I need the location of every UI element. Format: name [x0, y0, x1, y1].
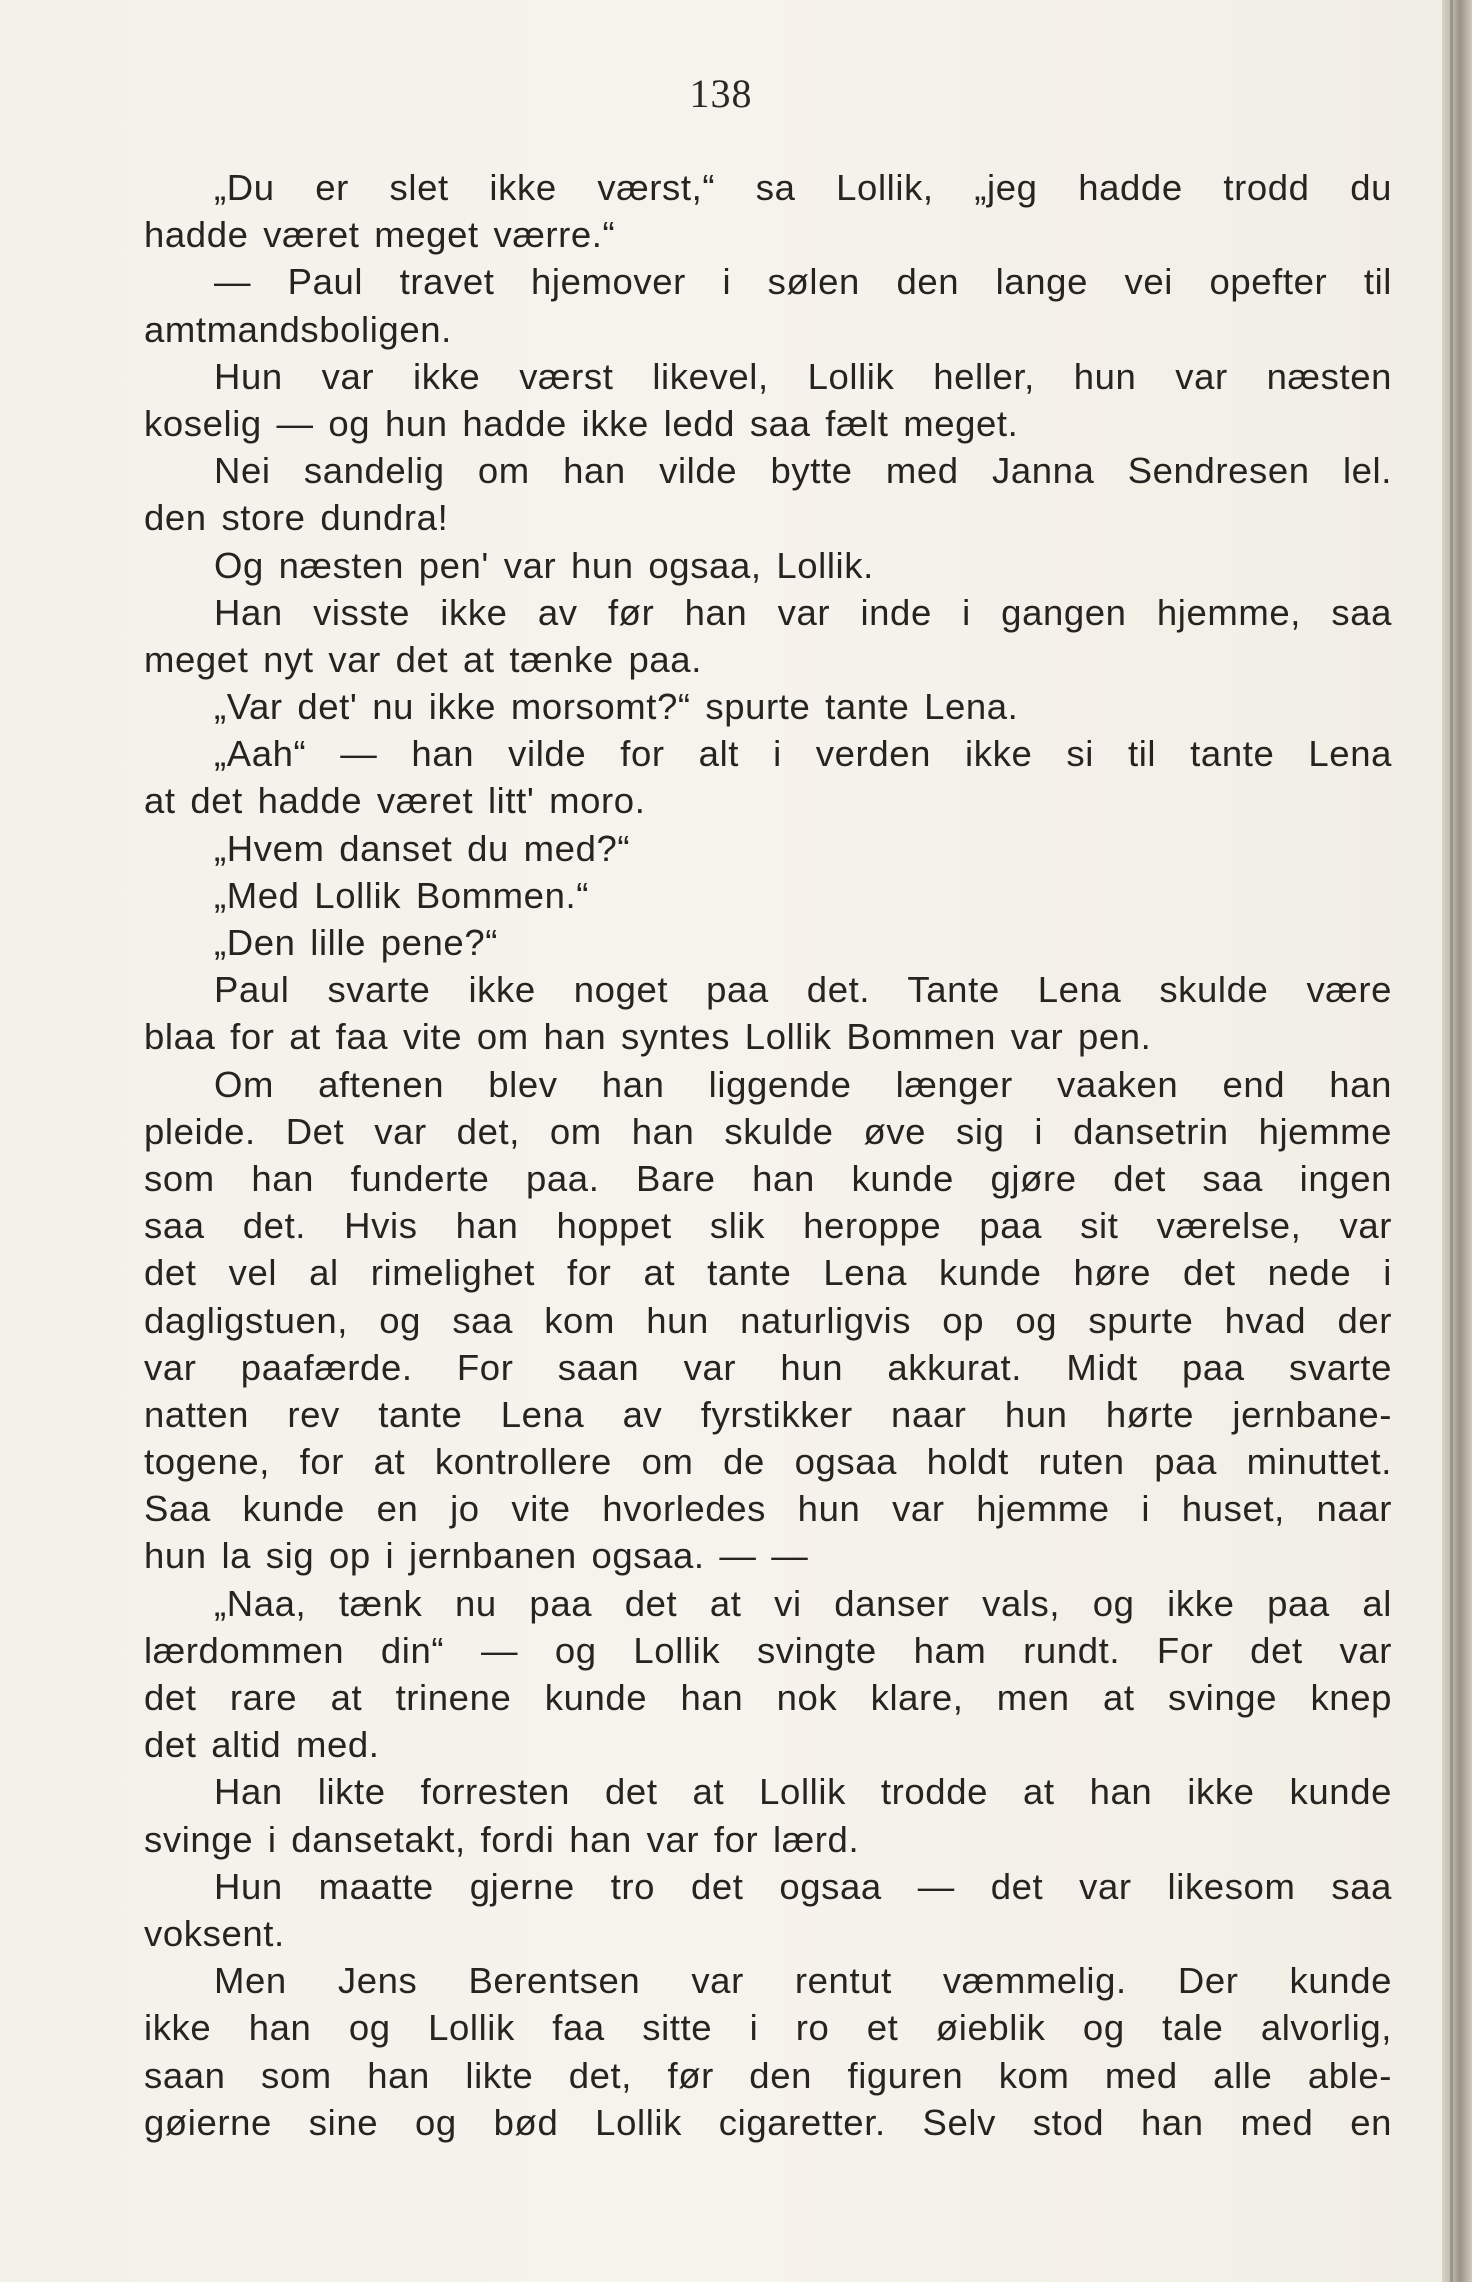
text-line: voksent.: [144, 1912, 285, 1954]
text-line: amtmandsboligen.: [144, 308, 452, 350]
page-number: 138: [689, 71, 753, 116]
page-text: [144, 164, 1392, 2146]
text-line: — Paul travet hjemover i sølen den lange vei opefter til: [214, 261, 1392, 303]
text-line: gøierne sine og bød Lollik cigaretter. Selv stod han med en: [144, 2101, 1392, 2143]
text-line: var paafærde. For saan var hun akkurat. Midt paa svarte: [144, 1346, 1392, 1388]
text-line: „Du er slet ikke værst,“ sa Lollik, „jeg hadde trodd du: [214, 167, 1392, 208]
text-line: dagligstuen, og saa kom hun naturligvis op og spurte hvad der: [144, 1299, 1392, 1341]
text-line: meget nyt var det at tænke paa.: [144, 638, 702, 680]
text-line: det altid med.: [144, 1724, 380, 1766]
text-line: koselig — og hun hadde ikke ledd saa fælt meget.: [144, 402, 1019, 444]
text-line: lærdommen din“ — og Lollik svingte ham rundt. For det var: [144, 1629, 1392, 1671]
text-line: den store dundra!: [144, 497, 449, 539]
text-line: Paul svarte ikke noget paa det. Tante Lena skulde være: [214, 969, 1392, 1011]
text-line: „Med Lollik Bommen.“: [214, 874, 589, 916]
text-line: „Var det' nu ikke morsomt?“ spurte tante Lena.: [214, 686, 1019, 728]
text-line: Men Jens Berentsen var rentut væmmelig. Der kunde: [214, 1960, 1392, 2002]
text-line: det vel al rimelighet for at tante Lena kunde høre det nede i: [144, 1252, 1392, 1294]
text-line: „Aah“ — han vilde for alt i verden ikke si til tante Lena: [214, 733, 1392, 775]
text-line: natten rev tante Lena av fyrstikker naar hun hørte jernbane-: [144, 1393, 1392, 1435]
text-line: det rare at trinene kunde han nok klare, men at svinge knep: [144, 1677, 1392, 1718]
text-line: som han funderte paa. Bare han kunde gjøre det saa ingen: [144, 1157, 1392, 1199]
text-line: togene, for at kontrollere om de ogsaa holdt ruten paa minuttet.: [144, 1441, 1392, 1483]
text-line: at det hadde været litt' moro.: [144, 780, 646, 822]
text-line: „Naa, tænk nu paa det at vi danser vals, og ikke paa al: [214, 1582, 1392, 1624]
text-line: „Hvem danset du med?“: [214, 827, 631, 869]
text-line: blaa for at faa vite om han syntes Lollik Bommen var pen.: [144, 1016, 1152, 1058]
text-line: hun la sig op i jernbanen ogsaa. — —: [144, 1535, 809, 1577]
text-line: Han visste ikke av før han var inde i gangen hjemme, saa: [214, 591, 1392, 633]
text-line: Saa kunde en jo vite hvorledes hun var hjemme i huset, naar: [144, 1488, 1392, 1530]
text-line: saan som han likte det, før den figuren kom med alle able-: [144, 2054, 1392, 2096]
page-edge: [1442, 0, 1472, 2282]
text-line: Han likte forresten det at Lollik trodde at han ikke kunde: [214, 1771, 1392, 1813]
text-line: Hun maatte gjerne tro det ogsaa — det var likesom saa: [214, 1865, 1392, 1907]
text-line: Nei sandelig om han vilde bytte med Janna Sendresen lel.: [214, 450, 1392, 492]
text-line: hadde været meget værre.“: [144, 214, 616, 256]
text-line: Hun var ikke værst likevel, Lollik heller, hun var næsten: [214, 355, 1392, 397]
text-line: saa det. Hvis han hoppet slik heroppe paa sit værelse, var: [144, 1205, 1392, 1247]
text-line: Om aftenen blev han liggende længer vaaken end han: [214, 1063, 1392, 1105]
text-line: pleide. Det var det, om han skulde øve sig i dansetrin hjemme: [144, 1110, 1392, 1152]
text-line: ikke han og Lollik faa sitte i ro et øieblik og tale alvorlig,: [144, 2007, 1392, 2049]
text-line: „Den lille pene?“: [214, 922, 498, 963]
text-line: Og næsten pen' var hun ogsaa, Lollik.: [214, 544, 874, 586]
text-line: svinge i dansetakt, fordi han var for lærd.: [144, 1818, 860, 1860]
